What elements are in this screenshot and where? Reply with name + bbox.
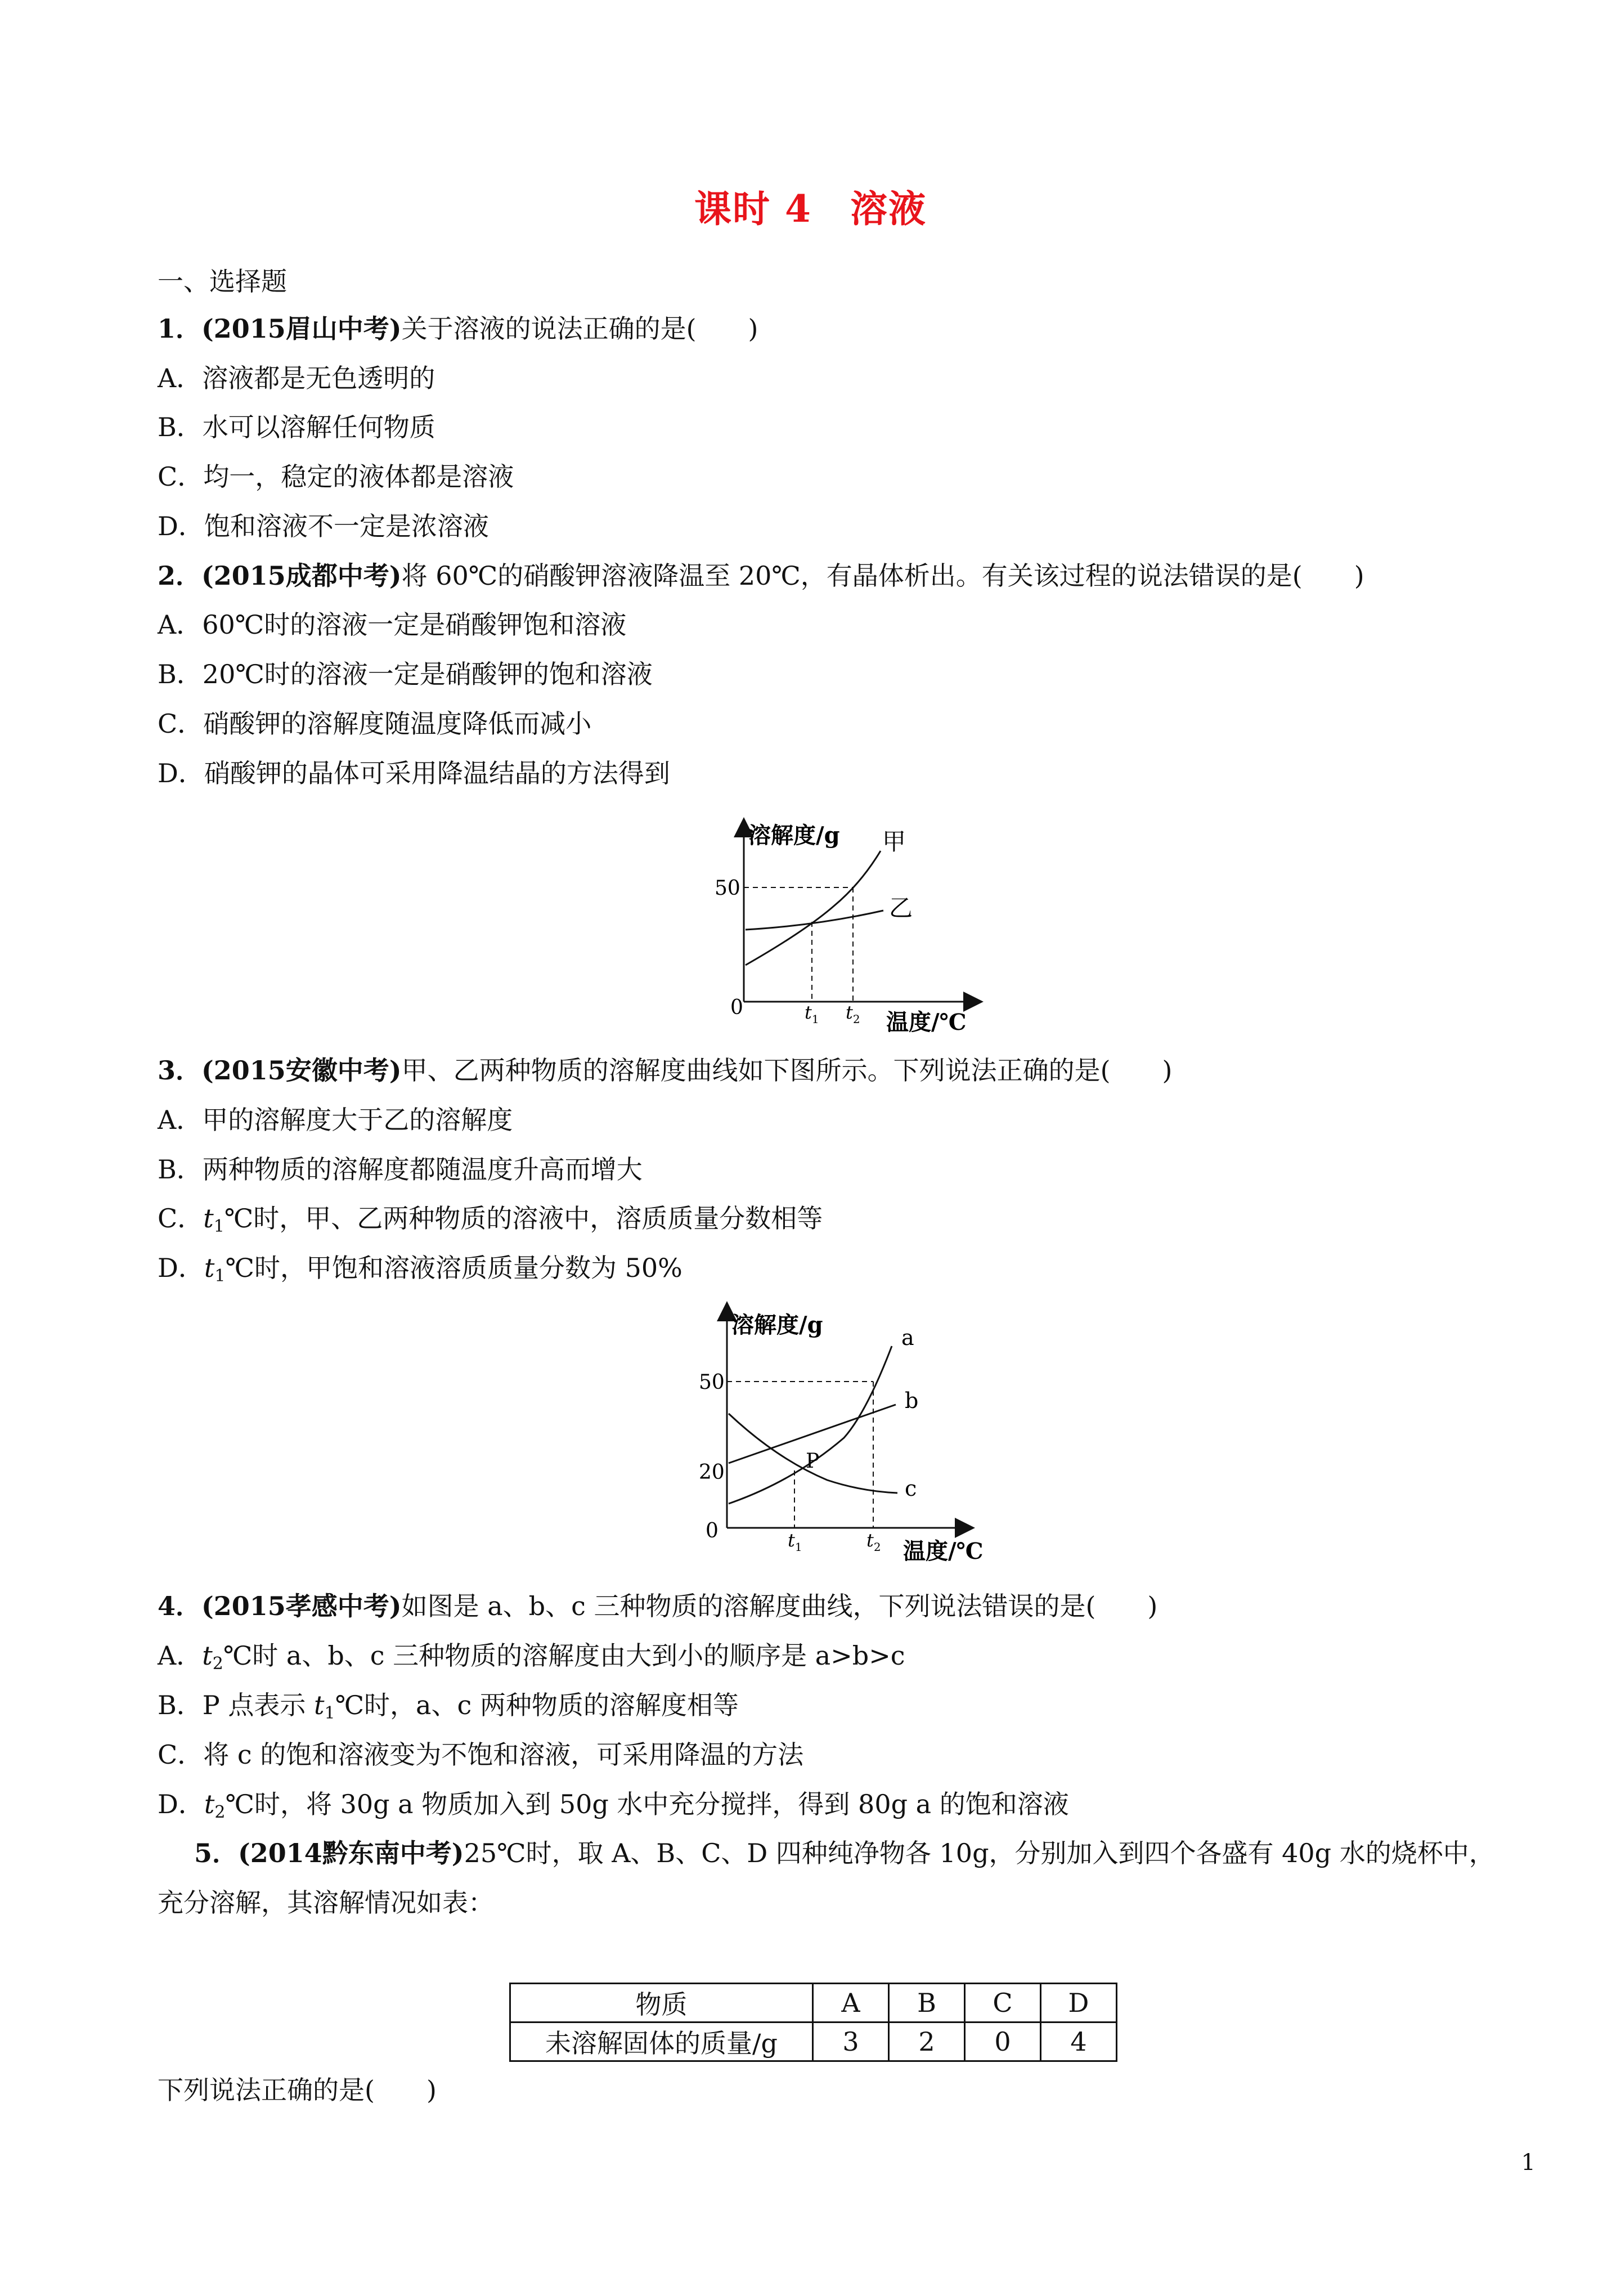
option-prefix: C． (158, 1203, 204, 1234)
series-label-b: b (905, 1388, 919, 1413)
question-source: (2015安徽中考) (201, 1055, 402, 1086)
table-cell: 4 (1041, 2023, 1117, 2061)
table-row (510, 2023, 1117, 2061)
page-title: 课时 4 溶液 (694, 187, 927, 231)
question-2-stem (158, 558, 1364, 594)
option-text: ℃时，甲、乙两种物质的溶液中，溶质质量分数相等 (224, 1203, 823, 1234)
y-tick-20: 20 (699, 1461, 725, 1484)
question-3-stem (158, 1052, 1172, 1088)
q1-option-b: B．水可以溶解任何物质 (158, 412, 435, 442)
q2-option-d: D．硝酸钾的晶体可采用降温结晶的方法得到 (158, 758, 670, 788)
option-text: ℃时，a、c 两种物质的溶解度相等 (335, 1690, 739, 1720)
question-text: 25℃时，取 A、B、C、D 四种纯净物各 10g，分别加入到四个各盛有 40g 水的烧杯中， (464, 1838, 1495, 1868)
table-header-row (510, 1984, 1117, 2023)
q2-option-a: A．60℃时的溶液一定是硝酸钾饱和溶液 (158, 609, 627, 640)
temp-subscript: 1 (214, 1266, 226, 1286)
q3-option-c (158, 1200, 823, 1245)
question-number: 5． (194, 1838, 239, 1868)
data-table (509, 1983, 1117, 2062)
option-text: ℃时 a、b、c 三种物质的溶解度由大到小的顺序是 a>b>c (223, 1640, 905, 1671)
solubility-chart-2 (681, 1300, 1007, 1570)
question-5-prompt: 下列说法正确的是( ) (158, 2075, 437, 2105)
table-cell: 0 (965, 2023, 1041, 2061)
question-5-stem (194, 1835, 1495, 1871)
origin-label: 0 (730, 996, 743, 1019)
x-tick-t2: $t_2$ (866, 1530, 881, 1554)
q2-option-c: C．硝酸钾的溶解度随温度降低而减小 (158, 708, 592, 739)
question-text: 将 60℃的硝酸钾溶液降温至 20℃，有晶体析出。有关该过程的说法错误的是( ) (401, 560, 1364, 591)
series-label-yi: 乙 (889, 894, 913, 922)
x-axis-label: 温度/℃ (886, 1009, 967, 1035)
series-label-c: c (905, 1476, 917, 1501)
table-cell: C (965, 1984, 1041, 2023)
question-5-stem-cont: 充分溶解，其溶解情况如表： (158, 1887, 494, 1918)
question-source: (2015孝感中考) (201, 1591, 402, 1621)
question-number: 4． (158, 1591, 202, 1621)
q1-option-a: A．溶液都是无色透明的 (158, 363, 435, 393)
option-text: ℃时，将 30g a 物质加入到 50g 水中充分搅拌，得到 80g a 的饱和溶液 (225, 1789, 1069, 1819)
question-number: 3． (158, 1055, 202, 1086)
origin-label: 0 (706, 1519, 719, 1542)
question-source: (2015成都中考) (201, 560, 402, 591)
temp-subscript: 1 (324, 1703, 335, 1723)
question-1-stem (158, 311, 758, 347)
q3-option-b: B．两种物质的溶解度都随温度升高而增大 (158, 1154, 643, 1185)
table-cell: A (813, 1984, 889, 2023)
temp-subscript: 2 (214, 1802, 226, 1822)
q2-option-b: B．20℃时的溶液一定是硝酸钾的饱和溶液 (158, 659, 653, 689)
q1-option-c: C．均一，稳定的液体都是溶液 (158, 461, 514, 492)
series-label-a: a (901, 1325, 914, 1350)
question-text: 甲、乙两种物质的溶解度曲线如下图所示。下列说法正确的是( ) (401, 1055, 1173, 1086)
temp-subscript: 1 (213, 1217, 224, 1236)
q1-option-d: D．饱和溶液不一定是浓溶液 (158, 511, 489, 541)
table-cell: 未溶解固体的质量/g (510, 2023, 813, 2061)
series-label-jia: 甲 (882, 828, 906, 855)
point-p-label: P (806, 1450, 820, 1473)
y-tick-50: 50 (699, 1371, 725, 1394)
temp-symbol: t (203, 1203, 214, 1234)
temp-symbol: t (204, 1253, 215, 1283)
page-number: 1 (1521, 2150, 1535, 2176)
option-prefix: A． (158, 1640, 203, 1671)
q4-option-d (158, 1786, 1069, 1831)
table-cell: 物质 (510, 1984, 813, 2023)
x-tick-t1: $t_1$ (805, 1002, 819, 1026)
q4-option-a (158, 1638, 905, 1682)
question-source: (2014黔东南中考) (238, 1838, 464, 1868)
q4-option-b (158, 1687, 739, 1732)
option-prefix: D． (158, 1253, 204, 1283)
question-4-stem (158, 1588, 1157, 1624)
x-axis-label: 温度/℃ (903, 1538, 984, 1564)
question-text: 如图是 a、b、c 三种物质的溶解度曲线，下列说法错误的是( ) (401, 1591, 1158, 1621)
curve-jia (746, 851, 881, 965)
question-number: 2． (158, 560, 202, 591)
question-number: 1． (158, 313, 202, 344)
x-tick-t1: $t_1$ (788, 1530, 802, 1554)
y-axis-label: 溶解度/g (748, 822, 840, 849)
q3-option-d (158, 1250, 682, 1294)
question-text: 关于溶液的说法正确的是( ) (401, 313, 758, 344)
temp-symbol: t (204, 1789, 215, 1819)
option-prefix: D． (158, 1789, 204, 1819)
table-cell: 2 (889, 2023, 965, 2061)
curve-yi (746, 911, 883, 930)
question-source: (2015眉山中考) (201, 313, 402, 344)
option-text: ℃时，甲饱和溶液溶质质量分数为 50% (225, 1253, 682, 1283)
y-axis-label: 溶解度/g (731, 1312, 823, 1338)
solubility-chart-1 (692, 810, 985, 1035)
q3-option-a: A．甲的溶解度大于乙的溶解度 (158, 1105, 513, 1135)
option-prefix: B．P 点表示 (158, 1690, 314, 1720)
y-tick-50: 50 (715, 877, 740, 900)
table-cell: D (1041, 1984, 1117, 2023)
section-heading: 一、选择题 (158, 266, 287, 297)
temp-subscript: 2 (212, 1654, 223, 1674)
table-cell: 3 (813, 2023, 889, 2061)
temp-symbol: t (202, 1640, 213, 1671)
x-tick-t2: $t_2$ (846, 1002, 860, 1026)
curve-a (729, 1346, 892, 1504)
q4-option-c: C．将 c 的饱和溶液变为不饱和溶液，可采用降温的方法 (158, 1739, 804, 1770)
temp-symbol: t (314, 1690, 325, 1720)
table-cell: B (889, 1984, 965, 2023)
